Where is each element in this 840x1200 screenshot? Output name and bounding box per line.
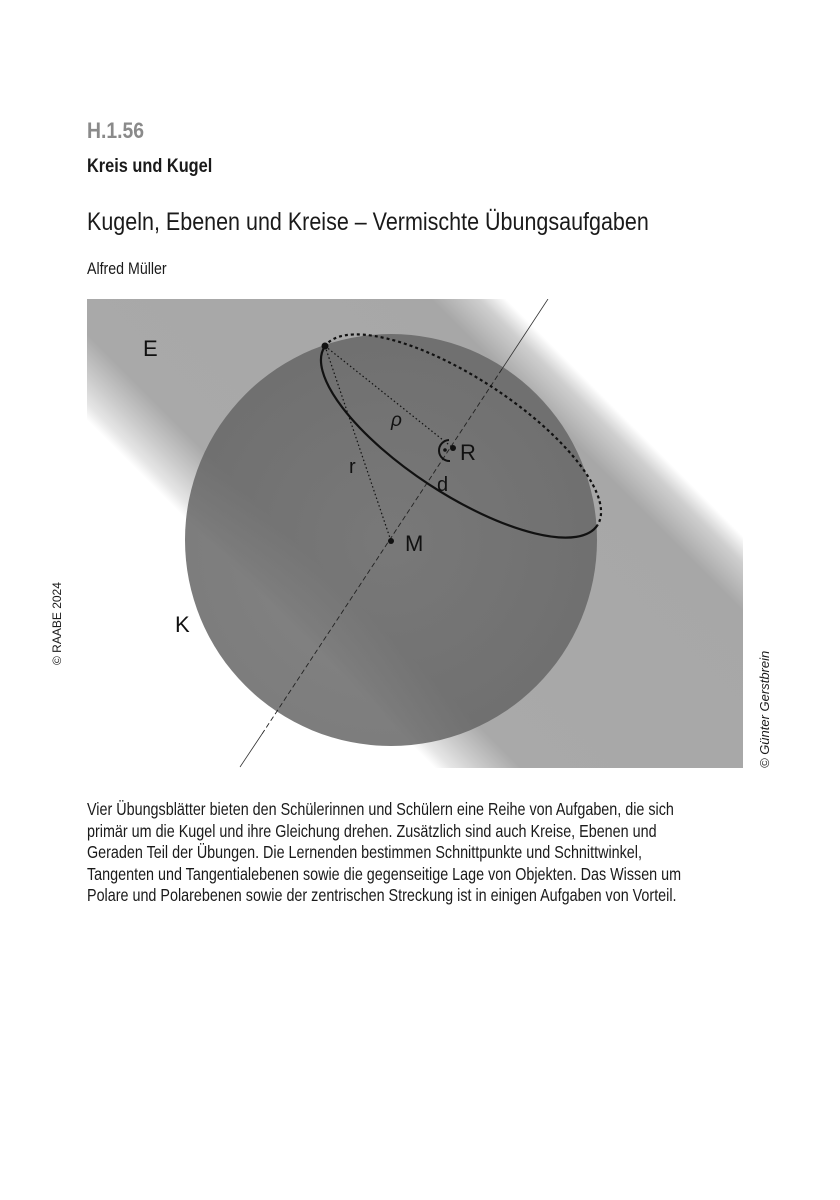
description-line: Tangenten und Tangentialebenen sowie die gegenseitige Lage von Objekten. Das Wissen um (87, 863, 682, 884)
publisher-copyright: © RAABE 2024 (50, 582, 64, 665)
description-line: primär um die Kugel und ihre Gleichung drehen. Zusätzlich sind auch Kreise, Ebenen und (87, 820, 657, 841)
label-d: d (437, 474, 449, 496)
point-m (388, 538, 394, 544)
label-r: r (349, 456, 356, 478)
sphere-plane-figure (87, 299, 743, 768)
description-line: Geraden Teil der Übungen. Die Lernenden bestimmen Schnittpunkte und Schnittwinkel, (87, 842, 642, 863)
subject-heading: Kreis und Kugel (87, 156, 213, 177)
point-top (322, 343, 329, 350)
label-R: R (460, 440, 476, 465)
label-k: K (175, 612, 190, 637)
label-m: M (405, 531, 424, 556)
description-paragraph (87, 799, 811, 907)
label-rho: ρ (391, 410, 402, 431)
label-e: E (143, 336, 158, 361)
point-r (450, 445, 456, 451)
unit-code: H.1.56 (87, 118, 145, 143)
page-title: Kugeln, Ebenen und Kreise – Vermischte Übungsaufgaben (87, 208, 649, 236)
author: Alfred Müller (87, 260, 167, 278)
point-r-mark (443, 448, 447, 452)
figure-credit: © Günter Gerstbrein (757, 650, 772, 768)
description-line: Vier Übungsblätter bieten den Schülerinnen und Schülern eine Reihe von Aufgaben, die sich (87, 799, 674, 819)
description-line: Polare und Polarebenen sowie der zentrischen Streckung ist in einigen Aufgaben von Vorteil. (87, 885, 677, 906)
